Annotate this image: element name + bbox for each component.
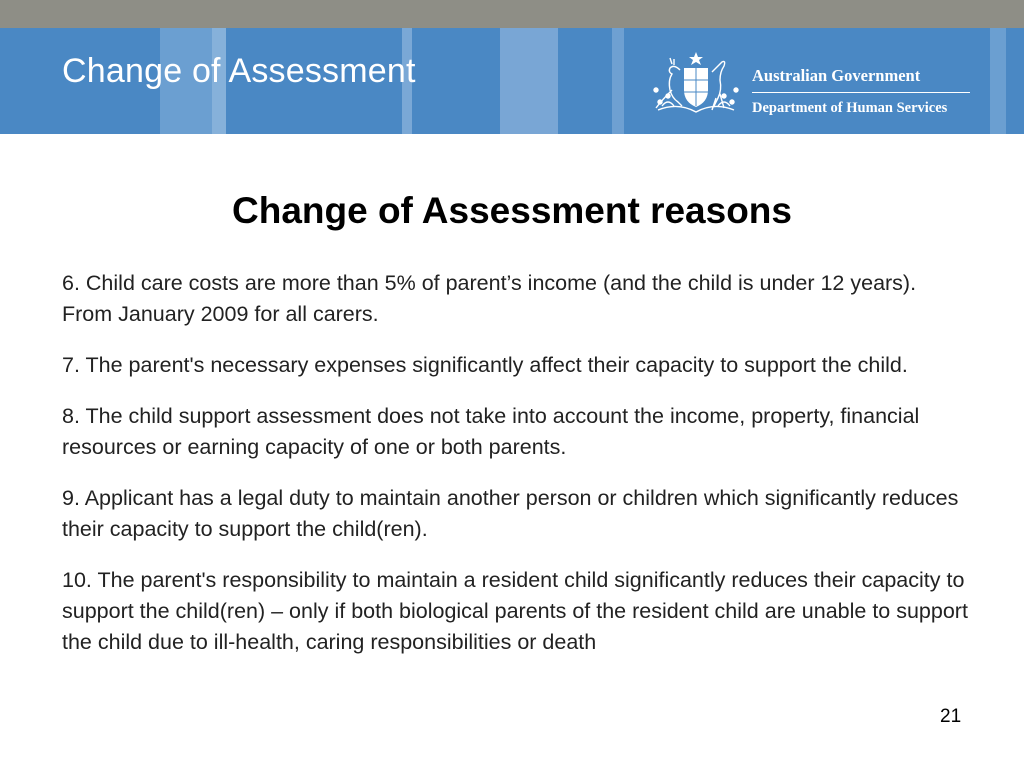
government-logo: [648, 50, 978, 120]
coat-of-arms-icon: [648, 50, 744, 120]
top-strip: [0, 0, 1024, 28]
header-stripe: [990, 28, 1006, 134]
logo-line-department: Department of Human Services: [752, 99, 948, 116]
reasons-list: [62, 268, 972, 678]
header-stripe: [612, 28, 624, 134]
list-item: 9. Applicant has a legal duty to maintain another person or children which significantly reduces their capacity to support the child(ren).: [62, 486, 959, 541]
list-item: 10. The parent's responsibility to maintain a resident child significantly reduces their capacity to support the child(ren) – only if both biological parents of the resident child are unable to support the child due to ill-health, caring responsibilities or death: [62, 568, 968, 654]
slide-heading: Change of Assessment reasons: [232, 190, 792, 231]
list-item: 8. The child support assessment does not take into account the income, property, financial resources or earning capacity of one or both parents.: [62, 404, 920, 459]
list-item: 6. Child care costs are more than 5% of parent’s income (and the child is under 12 years). From January 2009 for all carers.: [62, 271, 917, 326]
logo-line-australian-government: Australian Government: [752, 66, 921, 85]
page-number: 21: [940, 706, 962, 727]
header-stripe: [500, 28, 558, 134]
logo-divider: [752, 92, 970, 93]
header-title: Change of Assessment: [62, 52, 416, 90]
list-item: 7. The parent's necessary expenses significantly affect their capacity to support the child.: [62, 353, 908, 377]
